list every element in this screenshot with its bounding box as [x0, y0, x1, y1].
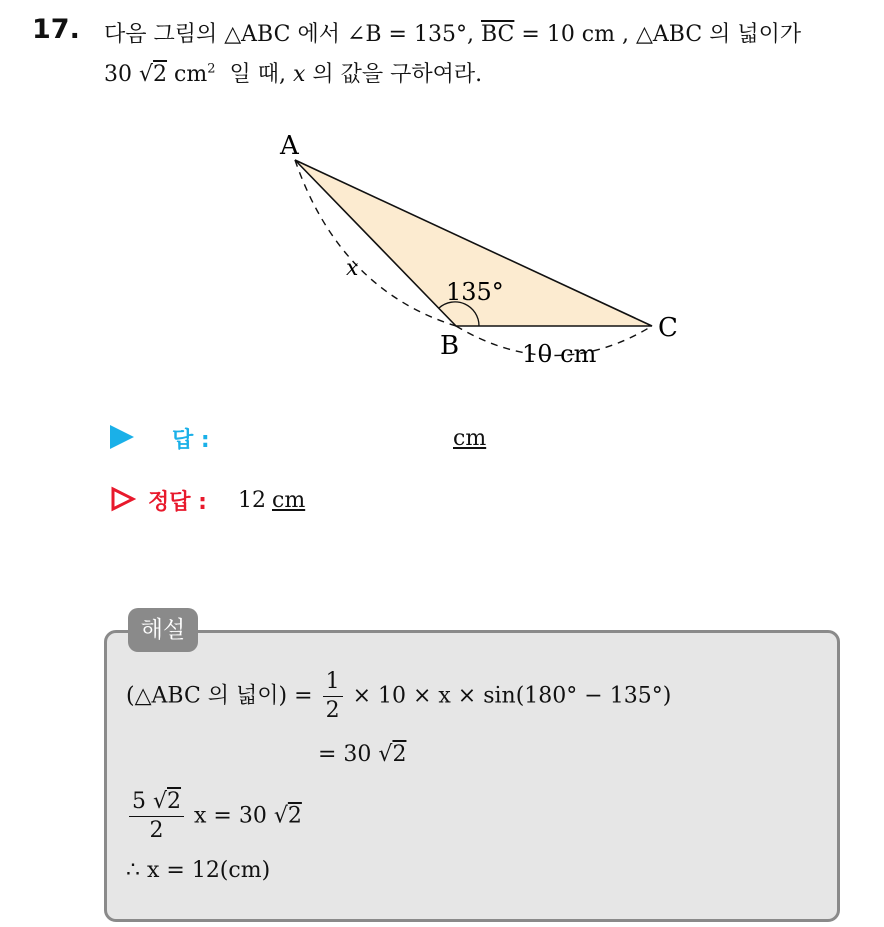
answer-unit: cm	[453, 426, 487, 451]
variable-x: x	[293, 62, 306, 87]
question-text-cont: = 10 cm , △ABC 의 넓이가	[521, 22, 802, 47]
solution-tag: 해설	[128, 608, 198, 652]
area-exponent: 2	[207, 61, 216, 77]
solution-line-4: ∴ x = 12(cm)	[126, 858, 271, 883]
sqrt-symbol: √	[378, 742, 393, 767]
sqrt-radicand: 2	[167, 789, 182, 814]
fraction-half	[323, 668, 343, 725]
correct-unit: cm	[272, 488, 306, 513]
solution-line-3	[126, 788, 302, 845]
sol-area-lhs: (△ABC 의 넓이) =	[126, 683, 313, 709]
label-a: A	[280, 131, 299, 161]
fraction-den: 2	[149, 818, 164, 843]
triangle-figure	[260, 120, 700, 380]
coef: 5	[132, 789, 146, 814]
fraction-5root2-over-2	[129, 788, 184, 845]
angle-label: 135°	[446, 278, 504, 306]
fraction-num: 1	[323, 668, 343, 697]
correct-value: 12	[238, 488, 266, 513]
side-bc-label: 10 cm	[522, 340, 597, 368]
sqrt-radicand: 2	[287, 803, 302, 829]
sqrt-symbol: √	[273, 803, 288, 829]
solution-line-1	[126, 668, 671, 725]
label-c: C	[658, 313, 678, 343]
segment-bc: $\overline{BC}$	[480, 22, 515, 47]
side-x-label: x	[346, 256, 359, 281]
answer-label: 답 :	[172, 428, 210, 453]
fraction-den: 2	[325, 698, 340, 723]
question-text-end: 의 값을 구하여라.	[312, 62, 483, 87]
sol-eq: x = 30	[194, 803, 267, 829]
label-b: B	[440, 331, 460, 361]
sqrt-radicand: 2	[392, 742, 407, 767]
question-text-when: 일 때,	[229, 62, 286, 87]
fraction-num: 5 √2	[129, 788, 184, 817]
question-text: 다음 그림의 △ABC 에서 ∠B = 135°,	[104, 22, 474, 47]
sqrt-symbol: √	[139, 62, 154, 87]
sol-area-rhs: × 10 × x × sin(180° − 135°)	[352, 683, 672, 709]
sol-eq-value: = 30	[318, 742, 372, 767]
correct-arrow-icon	[110, 486, 136, 512]
question-line-2	[104, 57, 482, 88]
answer-arrow-icon	[110, 425, 134, 449]
solution-line-2	[318, 742, 406, 767]
question-line-1	[104, 17, 801, 48]
question-number: 17.	[32, 14, 80, 45]
correct-label: 정답 :	[148, 490, 207, 515]
sqrt-radicand: 2	[153, 62, 168, 87]
area-unit: cm	[174, 62, 208, 87]
area-value: 30	[104, 62, 132, 87]
